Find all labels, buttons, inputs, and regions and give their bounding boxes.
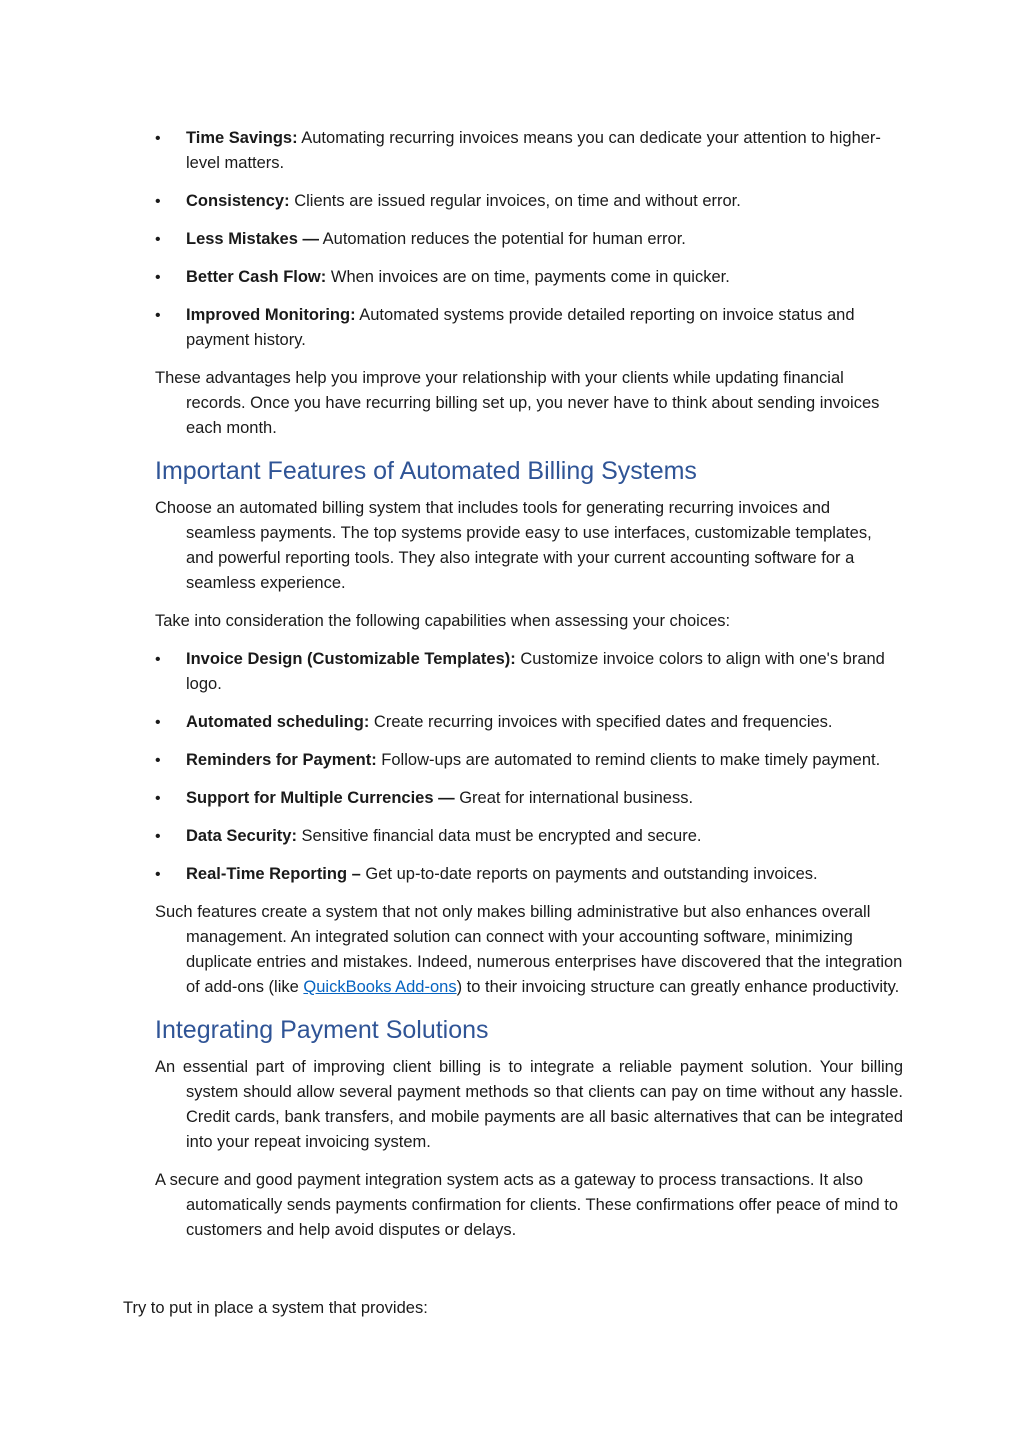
list-item-text: Get up-to-date reports on payments and outstanding invoices.	[360, 865, 818, 883]
list-item	[155, 786, 903, 811]
advantages-paragraph: These advantages help you improve your relationship with your clients while updating financial records. Once you have recurring billing set up, you never have to think about sending invoices each month.	[155, 369, 880, 437]
list-item-label: Improved Monitoring:	[186, 306, 356, 324]
list-item-label: Real-Time Reporting –	[186, 865, 361, 883]
list-item	[155, 189, 903, 214]
features-heading: Important Features of Automated Billing Systems	[155, 457, 697, 485]
payments-heading: Integrating Payment Solutions	[155, 1016, 489, 1044]
list-item	[155, 710, 903, 735]
list-item-text: When invoices are on time, payments come in quicker.	[326, 268, 730, 286]
list-item-label: Support for Multiple Currencies —	[186, 789, 455, 807]
list-item-text: Sensitive financial data must be encrypted and secure.	[296, 827, 702, 845]
list-item-text: Great for international business.	[454, 789, 694, 807]
list-item	[155, 303, 903, 353]
list-item-text: Create recurring invoices with specified dates and frequencies.	[369, 713, 833, 731]
features-summary-paragraph	[155, 900, 903, 1000]
list-item-label: Data Security:	[186, 827, 297, 845]
list-item	[155, 647, 903, 697]
list-item	[155, 265, 903, 290]
list-item-label: Invoice Design (Customizable Templates):	[186, 650, 516, 668]
benefits-list	[155, 126, 903, 353]
features-list	[155, 647, 903, 887]
list-item	[155, 126, 903, 176]
summary-text-before-link: Such features create a system that not only makes billing administrative but also enhances overall management. An integrated solution can connect with your accounting software, minimizing duplicate entries and mistakes. Indeed, numerous enterprises have discovered that the integration of add-ons (like	[155, 903, 903, 996]
quickbooks-addons-link[interactable]: QuickBooks Add-ons	[303, 978, 457, 996]
list-item-label: Automated scheduling:	[186, 713, 370, 731]
list-item-text: Automation reduces the potential for human error.	[318, 230, 686, 248]
payments-paragraph-1: An essential part of improving client billing is to integrate a reliable payment solution. Your billing system should allow several payment methods so that clients can pay on time without any hassle. Credit cards, bank transfers, and mobile payments are all basic alternatives that can be integrated into your repeat invoicing system.	[155, 1058, 903, 1151]
list-item-text: Customize invoice colors to align with one's brand logo.	[186, 650, 885, 693]
list-item-label: Better Cash Flow:	[186, 268, 327, 286]
summary-text-after-link: ) to their invoicing structure can greatly enhance productivity.	[456, 978, 900, 996]
list-item-text: Clients are issued regular invoices, on time and without error.	[289, 192, 741, 210]
footer-line: Try to put in place a system that provides:	[123, 1299, 428, 1317]
list-item-label: Reminders for Payment:	[186, 751, 377, 769]
list-item	[155, 862, 903, 887]
list-item-text: Automating recurring invoices means you can dedicate your attention to higher-level matters.	[186, 129, 881, 172]
list-item	[155, 824, 903, 849]
payments-paragraph-2: A secure and good payment integration system acts as a gateway to process transactions. It also automatically sends payments confirmation for clients. These confirmations offer peace of mind to customers and help avoid disputes or delays.	[155, 1171, 898, 1239]
list-item	[155, 227, 903, 252]
list-item-text: Automated systems provide detailed reporting on invoice status and payment history.	[186, 306, 855, 349]
list-item-label: Time Savings:	[186, 129, 298, 147]
list-item-label: Less Mistakes —	[186, 230, 319, 248]
features-intro-paragraph: Choose an automated billing system that includes tools for generating recurring invoices and seamless payments. The top systems provide easy to use interfaces, customizable templates, and powerful reporting tools. They also integrate with your current accounting software for a seamless experience.	[155, 499, 872, 592]
document-content	[155, 126, 903, 1256]
list-item-text: Follow-ups are automated to remind clients to make timely payment.	[376, 751, 881, 769]
list-item	[155, 748, 903, 773]
list-item-label: Consistency:	[186, 192, 290, 210]
capabilities-intro-paragraph: Take into consideration the following capabilities when assessing your choices:	[155, 612, 731, 630]
